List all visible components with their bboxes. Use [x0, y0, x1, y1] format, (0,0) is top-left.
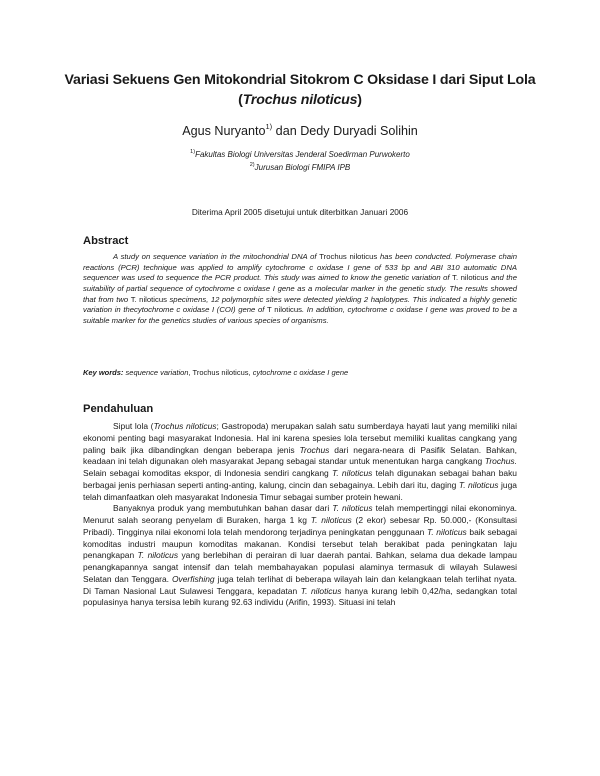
title-paren-open: (	[238, 92, 243, 108]
intro-species: T. niloticus	[300, 585, 342, 596]
author-1-mark: 1)	[265, 122, 273, 131]
abstract-text: specimens, 12 polymorphic sites were detected yielding 2 haplotypes. This indicated a highly genetic variation in thecytochrome c oxidase I (	[83, 294, 517, 315]
abstract-species: T. niloticus	[452, 273, 489, 283]
title-paren-close: )	[357, 92, 362, 108]
affiliation-1	[60, 147, 540, 160]
paper-title	[60, 70, 540, 110]
abstract-text: A study on sequence variation in the mitochondrial DNA of	[113, 252, 320, 261]
introduction-body	[83, 421, 517, 609]
intro-text: Selain sebagai komoditas ekspor, di Indonesia sendiri cangkang	[83, 468, 332, 478]
abstract-heading: Abstract	[83, 235, 129, 247]
abstract-text: ) gene of	[233, 305, 268, 315]
keyword-3: cytochrome c oxidase I gene	[252, 368, 349, 377]
title-species: Trochus niloticus	[242, 92, 358, 108]
affiliation-1-text: Fakultas Biologi Universitas Jenderal Soedirman Purwokerto	[195, 150, 410, 159]
intro-paragraph-2	[83, 503, 517, 609]
intro-paragraph-1	[83, 421, 517, 503]
title-line-1: Variasi Sekuens Gen Mitokondrial Sitokrom C Oksidase I dari Siput Lola	[64, 72, 536, 88]
intro-text: baik sebagai komoditas industri maupun komoditas makanan. Kondisi tersebut telah berakibat pada peningkatan laju penangkapan	[83, 526, 517, 561]
intro-text: Siput lola (	[113, 421, 154, 431]
intro-text: juga telah dimanfaatkan oleh masyarakat Indonesia Timur sebagai sumber protein hewani.	[83, 479, 517, 502]
intro-species: T. niloticus	[310, 515, 352, 525]
introduction-heading: Pendahuluan	[83, 403, 154, 415]
keyword-2: , Trochus niloticus,	[188, 368, 253, 377]
intro-species: Trochus	[299, 444, 330, 455]
intro-species: T. niloticus	[331, 468, 373, 478]
title-line-2	[60, 90, 540, 110]
author-1: Agus Nuryanto	[182, 124, 266, 138]
keyword-1: sequence variation	[123, 368, 189, 377]
keywords	[83, 368, 517, 378]
affiliation-1-mark: 1)	[190, 149, 196, 155]
intro-text: Banyaknya produk yang membutuhkan bahan dasar dari	[113, 503, 333, 514]
intro-species: T. niloticus	[426, 526, 467, 537]
abstract-body	[83, 252, 517, 327]
author-2: dan Dedy Duryadi Solihin	[272, 124, 418, 138]
intro-text: telah digunakan sebagai bahan baku berbagai jenis perhiasan seperti anting-anting, kalung, cincin dan sebagainya. Lebih dari itu, daging	[83, 468, 517, 490]
affiliation-2	[60, 160, 540, 173]
intro-text: juga telah terlihat di beberapa wilayah lain dan kelangkaan telah terlihat nyata. Di Taman Nasional Laut Sulawesi Tenggara, kepadatan	[83, 573, 517, 596]
intro-species: T. niloticus	[458, 479, 499, 490]
abstract-text: COI	[219, 305, 234, 315]
affiliation-2-mark: 2)	[249, 162, 255, 168]
keywords-label: Key words:	[83, 368, 124, 377]
intro-species: Trochus niloticus	[153, 421, 217, 431]
abstract-text: . In addition, cytochrome c oxidase I gene was proved to be a suitable marker for the genetics studies of various species of organisms.	[83, 305, 518, 325]
intro-text: yang berlebihan di perairan di luar daerah pantai. Bahkan, selama dua dekade lampau penangkapannya sangat intensif dan telah membahayakan populasi alaminya termasuk di wilayah Sulawesi Selatan dan Tenggara.	[83, 550, 517, 584]
abstract-species: T. niloticus	[130, 294, 167, 304]
intro-text: telah mempertinggi nilai ekonominya. Menurut salah seorang penyelam di Buraken, harga 1 kg	[83, 503, 517, 525]
author-list	[60, 119, 540, 139]
intro-species: Trochus.	[484, 456, 517, 467]
abstract-species: T niloticus	[267, 305, 302, 315]
intro-text: dari negara-neara di Pasifik Selatan. Bahkan, keadaan ini telah digunakan oleh masyarakat Jepang sebagai standar untuk menentukan harga cangkang	[83, 444, 518, 467]
affiliations	[60, 147, 540, 173]
abstract-species: Trochus niloticus	[319, 252, 378, 261]
intro-text: ; Gastropoda) merupakan salah satu sumberdaya hayati laut yang memiliki nilai ekonomi penting bagi masyarakat Indonesia. Hal ini karena spesies lola tersebut memiliki kualitas cangkang yang paling baik jika dibandingkan dengan beberapa jenis	[83, 421, 517, 455]
abstract-text: has been conducted. Polymerase chain reactions (PCR) technique was applied to amplify cytochrome c oxidase I gene of 533 bp and ABI 310 automatic DNA sequencer was used to sequence the PCR product. This study was aimed to know the genetic variation of	[83, 252, 517, 283]
intro-species: T. niloticus	[332, 503, 373, 514]
affiliation-2-text: Jurusan Biologi FMIPA IPB	[254, 163, 351, 172]
abstract-text: and the suitability of partial sequence of cytochrome c oxidase I gene as a molecular marker in the genetic study. The results showed that from two	[83, 273, 517, 304]
received-accepted-dates: Diterima April 2005 disetujui untuk diterbitkan Januari 2006	[191, 207, 409, 217]
intro-text: (2 ekor) sebesar Rp. 50.000,- (Konsultasi Pribadi). Tingginya nilai ekonomi lola telah mendorong terjadinya peningkatan penggunaan	[83, 515, 518, 537]
abstract-paragraph	[83, 252, 517, 327]
intro-term: Overfishing	[171, 573, 215, 584]
intro-text: hanya kurang lebih 0,42/ha, sedangkan total populasinya hanya tersisa lebih kurang 92.63 individu (Arifin, 1993). Situasi ini telah	[83, 585, 517, 608]
intro-species: T. niloticus	[137, 550, 179, 561]
